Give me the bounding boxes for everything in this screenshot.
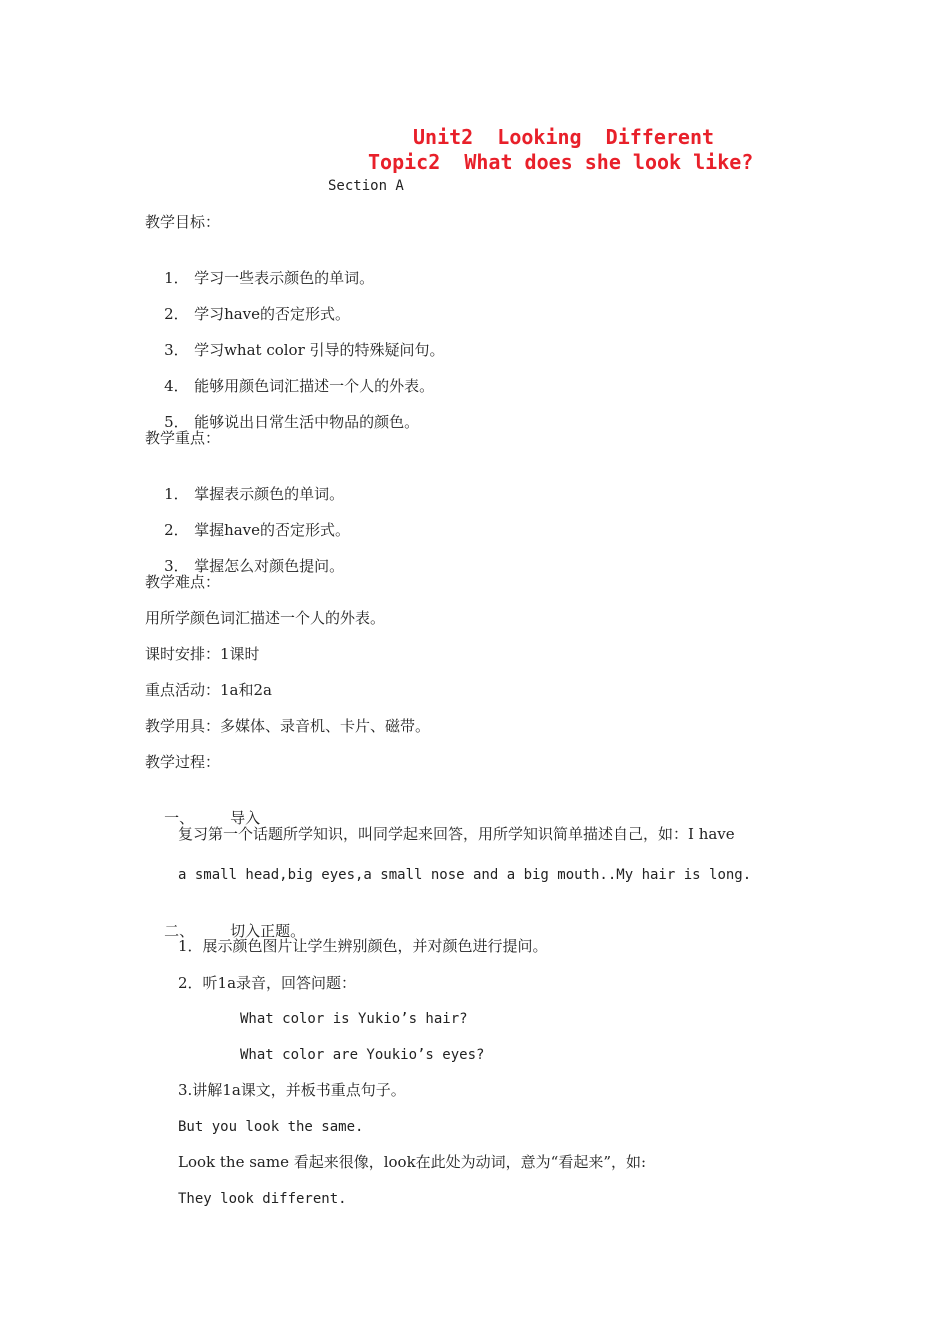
key-points-heading: 教学重点： [145, 429, 221, 447]
difficulties-text: 用所学颜色词汇描述一个人的外表。 [145, 609, 386, 627]
step1-paragraph-line1: 复习第一个话题所学知识，叫同学起来回答，用所学知识简单描述自己，如：I have [178, 825, 735, 843]
sentence-1: But you look the same. [178, 1119, 364, 1135]
section-label: Section A [328, 178, 404, 194]
topic-title: Topic2 What does she look like? [368, 150, 754, 174]
step-number: 一、 [164, 809, 195, 827]
item-number: 2． [164, 305, 189, 323]
process-heading: 教学过程： [145, 753, 221, 771]
objectives-heading: 教学目标： [145, 213, 221, 231]
item-number: 5． [164, 413, 189, 431]
item-number: 3． [164, 557, 189, 575]
item-number: 3． [164, 341, 189, 359]
step-label: 切入正题。 [230, 922, 306, 940]
item-text: 能够用颜色词汇描述一个人的外表。 [194, 377, 435, 395]
item-text: 掌握怎么对颜色提问。 [194, 557, 345, 575]
tools-line: 教学用具：多媒体、录音机、卡片、磁带。 [145, 717, 431, 735]
step1-paragraph-line2: a small head,big eyes,a small nose and a big mouth..My hair is long. [178, 867, 752, 883]
question-1: What color is Yukio’s hair? [240, 1011, 468, 1027]
step2-item-1: 1．展示颜色图片让学生辨别颜色，并对颜色进行提问。 [178, 937, 548, 955]
item-number: 1． [164, 269, 189, 287]
item-text: 学习have的否定形式。 [194, 305, 351, 323]
item-text: 学习what color 引导的特殊疑问句。 [194, 341, 445, 359]
key-activities-line: 重点活动：1a和2a [145, 681, 272, 699]
item-number: 1． [164, 485, 189, 503]
item-text: 能够说出日常生活中物品的颜色。 [194, 413, 420, 431]
difficulties-heading: 教学难点： [145, 573, 221, 591]
step-label: 导入 [230, 809, 261, 827]
item-text: 学习一些表示颜色的单词。 [194, 269, 375, 287]
item-number: 4． [164, 377, 189, 395]
step2-item-2: 2．听1a录音，回答问题： [178, 974, 357, 992]
sentence-3: They look different. [178, 1191, 347, 1207]
step2-item-3: 3.讲解1a课文，并板书重点句子。 [178, 1081, 406, 1099]
unit-title: Unit2 Looking Different [413, 125, 715, 149]
schedule-line: 课时安排：1课时 [145, 645, 260, 663]
question-2: What color are Youkio’s eyes? [240, 1047, 485, 1063]
sentence-2: Look the same 看起来很像，look在此处为动词，意为“看起来”，如: [178, 1153, 647, 1171]
item-text: 掌握have的否定形式。 [194, 521, 351, 539]
item-text: 掌握表示颜色的单词。 [194, 485, 345, 503]
item-number: 2． [164, 521, 189, 539]
step-number: 二、 [164, 922, 195, 940]
